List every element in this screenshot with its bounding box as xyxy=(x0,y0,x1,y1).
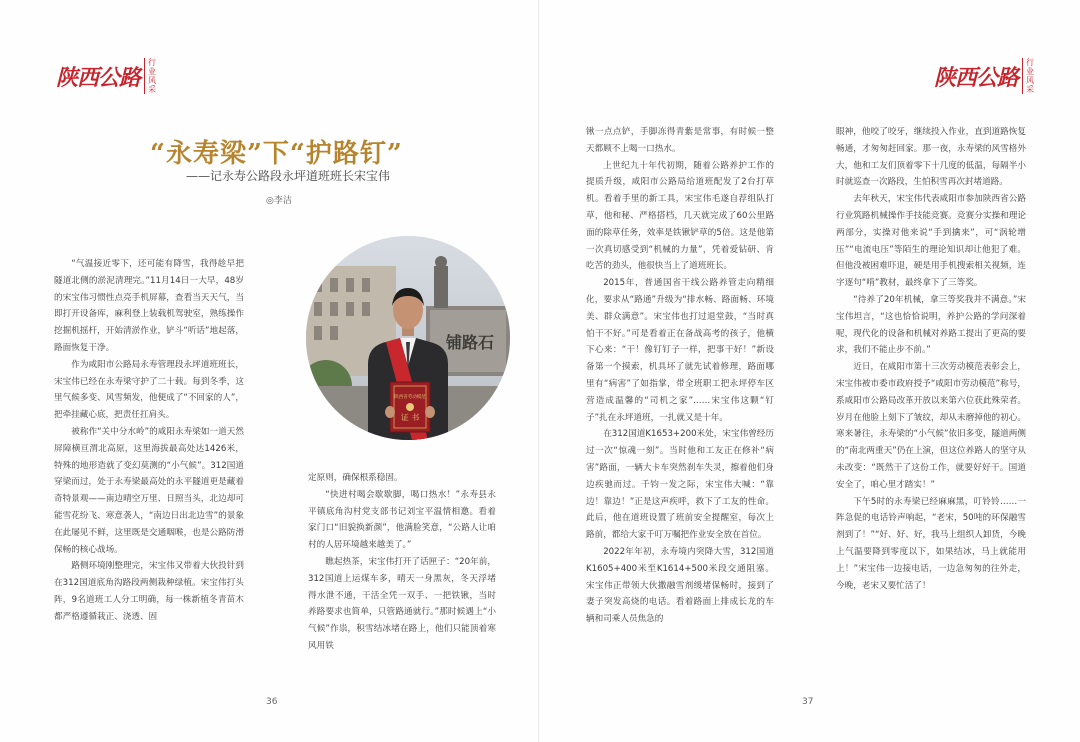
article-subtitle: ——记永寿公路段永坪道班班长宋宝伟 xyxy=(186,169,391,183)
paragraph: 定原则，确保根系稳固。 xyxy=(308,473,403,483)
paragraph: 眼神，他咬了咬牙，继续投入作业，直到道路恢复畅通，才匆匆赶回家。那一夜，永寿梁的风雪格外大，他和工友们顶着零下十几度的低温，每隔半小时就巡查一次路段，生怕积雪再次封堵道路。 xyxy=(836,127,1026,188)
paragraph: 锹一点点铲，手脚冻得青紫是常事，有时候一整天都顾不上喝一口热水。 xyxy=(586,127,774,154)
paragraph: “待养了20年机械，拿三等奖我并不满意。”宋宝伟坦言，“这也恰恰说明，养护公路的学问深着呢，现代化的设备和机械对养路工提出了更高的要求，我们不能止步不前。” xyxy=(836,294,1026,356)
monument-inscription: 铺路石 xyxy=(446,333,495,352)
portrait-illustration xyxy=(306,236,510,440)
paragraph: 2015年，普通国省干线公路养管走向精细化，要求从“路通”升级为“排水畅、路面畅、环境美、群众满意”。宋宝伟也打过退堂鼓，“当时真怕干不好。”可是看着正在备战高考的孩子，他横下心来：“干！像钉钉子一样，把事干好！”新设备第一个摸索，机具坏了就先试着修理，路面哪里有“病害”了如指掌，带全班职工把永坪停车区营造成温馨的“司机之家”……宋宝伟这颗“钉子”扎在永坪道班，一扎就又是十年。 xyxy=(586,278,774,423)
certificate-title: 陕西省劳动模范 xyxy=(394,395,426,400)
paragraph: 在312国道K1653+200米处，宋宝伟曾经历过一次“惊魂一刻”。当时他和工友正在修补“病害”路面，一辆大卡车突然刹车失灵，擦着他们身边疾驰而过。千钧一发之际，宋宝伟大喊：“靠边！靠边！”正是这声疾呼，救下了工友的性命。此后，他在道班设置了班前安全提醒室，每次上路前，都给大家千叮万嘱把作业安全放在首位。 xyxy=(586,429,774,541)
logo-text: 陕西公路 xyxy=(934,64,1019,91)
paragraph: 上世纪九十年代初期，随着公路养护工作的提质升级，咸阳市公路局给道班配发了2台打草机。看着手里的新工具，宋宝伟毛遂自荐组队打草，他和秘、严格搭档，几天就完成了60公里路面的除草任务，效率是铁锹铲草的5倍。这是他第一次真切感受到“机械的力量”，凭着爱钻研、肯吃苦的劲头，他很快当上了道班班长。 xyxy=(586,160,774,272)
certificate-label: 证 书 xyxy=(400,413,420,422)
magazine-logo xyxy=(56,58,160,94)
left-column-2 xyxy=(308,470,496,655)
right-column-1 xyxy=(586,124,774,628)
article-title: “永寿梁”下“护路钉” xyxy=(150,139,403,169)
right-column-2 xyxy=(836,124,1026,594)
right-page xyxy=(540,0,1080,742)
paragraph: 被称作“关中分水岭”的咸阳永寿梁如一道天然屏障横亘渭北高原，这里海拔最高处达1426米，特殊的地形造就了变幻莫测的“小气候”。312国道穿梁而过，处于永寿梁最高处的永平隧道更是藏着奇特景观——南边晴空万里、日照当头，北边却可能雪花纷飞、寒意袭人，“南边日出北边雪”的景象在此屡见不鲜，这里既是交通咽喉，也是公路防滑保畅的核心战场。 xyxy=(54,426,244,555)
paragraph: 路侧环境刚整理完，宋宝伟又带着大伙投针到在312国道底角沟路段两侧栽种绿植。宋宝伟打头阵，9名道班工人分工明确，每一株新植冬青苗木都严格遵循栽正、浇透、固 xyxy=(54,561,244,622)
paragraph: 去年秋天，宋宝伟代表咸阳市参加陕西省公路行业筑路机械操作手技能竞赛。竞赛分实操和理论两部分，实操对他来说“手到擒来”，可“涡轮增压”“电流电压”等陌生的理论知识却让他犯了难。但他没被困难吓退，硬是用手机搜索相关视频，连字逐句“啃”教材，最终拿下了三等奖。 xyxy=(836,194,1026,289)
left-column-1 xyxy=(54,256,244,626)
paragraph: 作为咸阳市公路局永寿管理段永坪道班班长，宋宝伟已经在永寿梁守护了二十载。每到冬季，这里气候多变、风雪频发，他便成了“不回家的人”，把牵挂藏心底，把责任扛肩头。 xyxy=(54,359,244,421)
paragraph: 2022年年初，永寿境内突降大雪，312国道K1605+400米至K1614+500米段交通阻塞。宋宝伟正带领大伙撒融雪剂缓堵保畅时，接到了妻子突发高烧的电话。看着路面上排成长龙的车辆和司乘人员焦急的 xyxy=(586,546,774,625)
magazine-logo xyxy=(934,58,1038,94)
page-number-left: 36 xyxy=(266,697,278,707)
paragraph: 下午5时的永寿梁已经麻麻黑，叮铃铃……一阵急促的电话铃声响起，“老宋，50吨的环保融雪剂到了！”“好、好、好，我马上组织人卸货，今晚上气温要降到零度以下，如果结冰，马上就能用上！”宋宝伟一边接电话，一边急匆匆的往外走，今晚，老宋又要忙活了！ xyxy=(836,496,1026,591)
paragraph: 近日，在咸阳市第十三次劳动模范表彰会上，宋宝伟被市委市政府授予“咸阳市劳动模范”称号，系咸阳市公路局改革开放以来第六位获此殊荣者。岁月在他脸上刻下了皱纹，却从未磨掉他的初心。寒来暑往，永寿梁的“小气候”依旧多变，隧道两侧的“南北两重天”仍在上演，但这位养路人的坚守从未改变：“既然干了这份工作，就要好好干。国道安全了，咱心里才踏实！” xyxy=(836,362,1026,490)
paragraph: 瞧起热茶，宋宝伟打开了话匣子：“20年前，312国道上运煤车多，晴天一身黑灰，冬天浮堵得水泄不通，干活全凭一双手、一把铁锹，当时养路要求也简单，只管路通就行。”那时候遇上“小气候”作祟，积雪结冰堵在路上，他们只能顶着寒风用铁 xyxy=(308,556,496,651)
logo-section-label: 行业风采 xyxy=(144,58,160,94)
article-author: ◎李洁 xyxy=(266,196,292,206)
page-number-right: 37 xyxy=(802,697,814,707)
portrait-photo xyxy=(306,236,510,440)
logo-section-label: 行业风采 xyxy=(1022,58,1038,94)
paragraph: “气温接近零下，还可能有降雪，我得趁早把隧道北侧的淤泥清理完。”11月14日一大早，48岁的宋宝伟习惯性点亮手机屏幕，查看当天天气，当即打开设备库，麻利登上装载机驾驶室，熟练操作挖掘机摇杆，开始清淤作业，铲斗“听话”地起落，路面恢复干净。 xyxy=(54,259,244,353)
logo-text: 陕西公路 xyxy=(56,64,141,91)
paragraph: “快进村喝会歇歇脚，喝口热水！”永寿县永平镇底角沟村党支部书记刘宝平温情相邀。看着家门口“旧貌换新颜”，他满脸笑意，“公路人让咱村的人居环境越来越美了。” xyxy=(308,489,496,551)
